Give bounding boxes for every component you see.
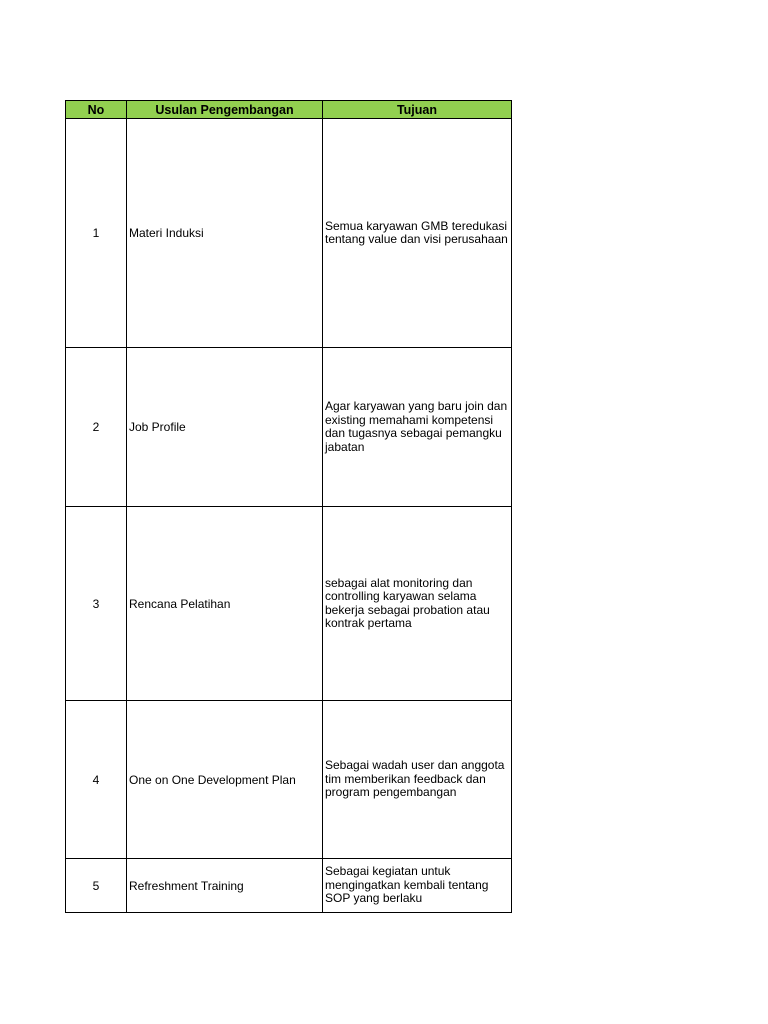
header-tujuan: Tujuan: [323, 101, 512, 119]
cell-usulan: Rencana Pelatihan: [127, 507, 323, 701]
cell-usulan: One on One Development Plan: [127, 701, 323, 859]
cell-no: 4: [66, 701, 127, 859]
cell-tujuan: Semua karyawan GMB teredukasi tentang value dan visi perusahaan: [323, 119, 512, 348]
cell-tujuan: Sebagai kegiatan untuk mengingatkan kembali tentang SOP yang berlaku: [323, 859, 512, 913]
cell-usulan: Refreshment Training: [127, 859, 323, 913]
table-header: [66, 101, 512, 119]
table-row: [66, 507, 512, 701]
table-row: [66, 119, 512, 348]
cell-tujuan: sebagai alat monitoring dan controlling karyawan selama bekerja sebagai probation atau kontrak pertama: [323, 507, 512, 701]
table-body: [66, 119, 512, 913]
cell-no: 1: [66, 119, 127, 348]
header-row: [66, 101, 512, 119]
table-row: [66, 859, 512, 913]
cell-usulan: Job Profile: [127, 348, 323, 507]
header-no: No: [66, 101, 127, 119]
development-plan-table: [65, 100, 512, 913]
cell-tujuan: Sebagai wadah user dan anggota tim memberikan feedback dan program pengembangan: [323, 701, 512, 859]
cell-tujuan: Agar karyawan yang baru join dan existing memahami kompetensi dan tugasnya sebagai pemangku jabatan: [323, 348, 512, 507]
cell-usulan: Materi Induksi: [127, 119, 323, 348]
table-row: [66, 348, 512, 507]
table-row: [66, 701, 512, 859]
cell-no: 5: [66, 859, 127, 913]
cell-no: 3: [66, 507, 127, 701]
cell-no: 2: [66, 348, 127, 507]
header-usulan: Usulan Pengembangan: [127, 101, 323, 119]
